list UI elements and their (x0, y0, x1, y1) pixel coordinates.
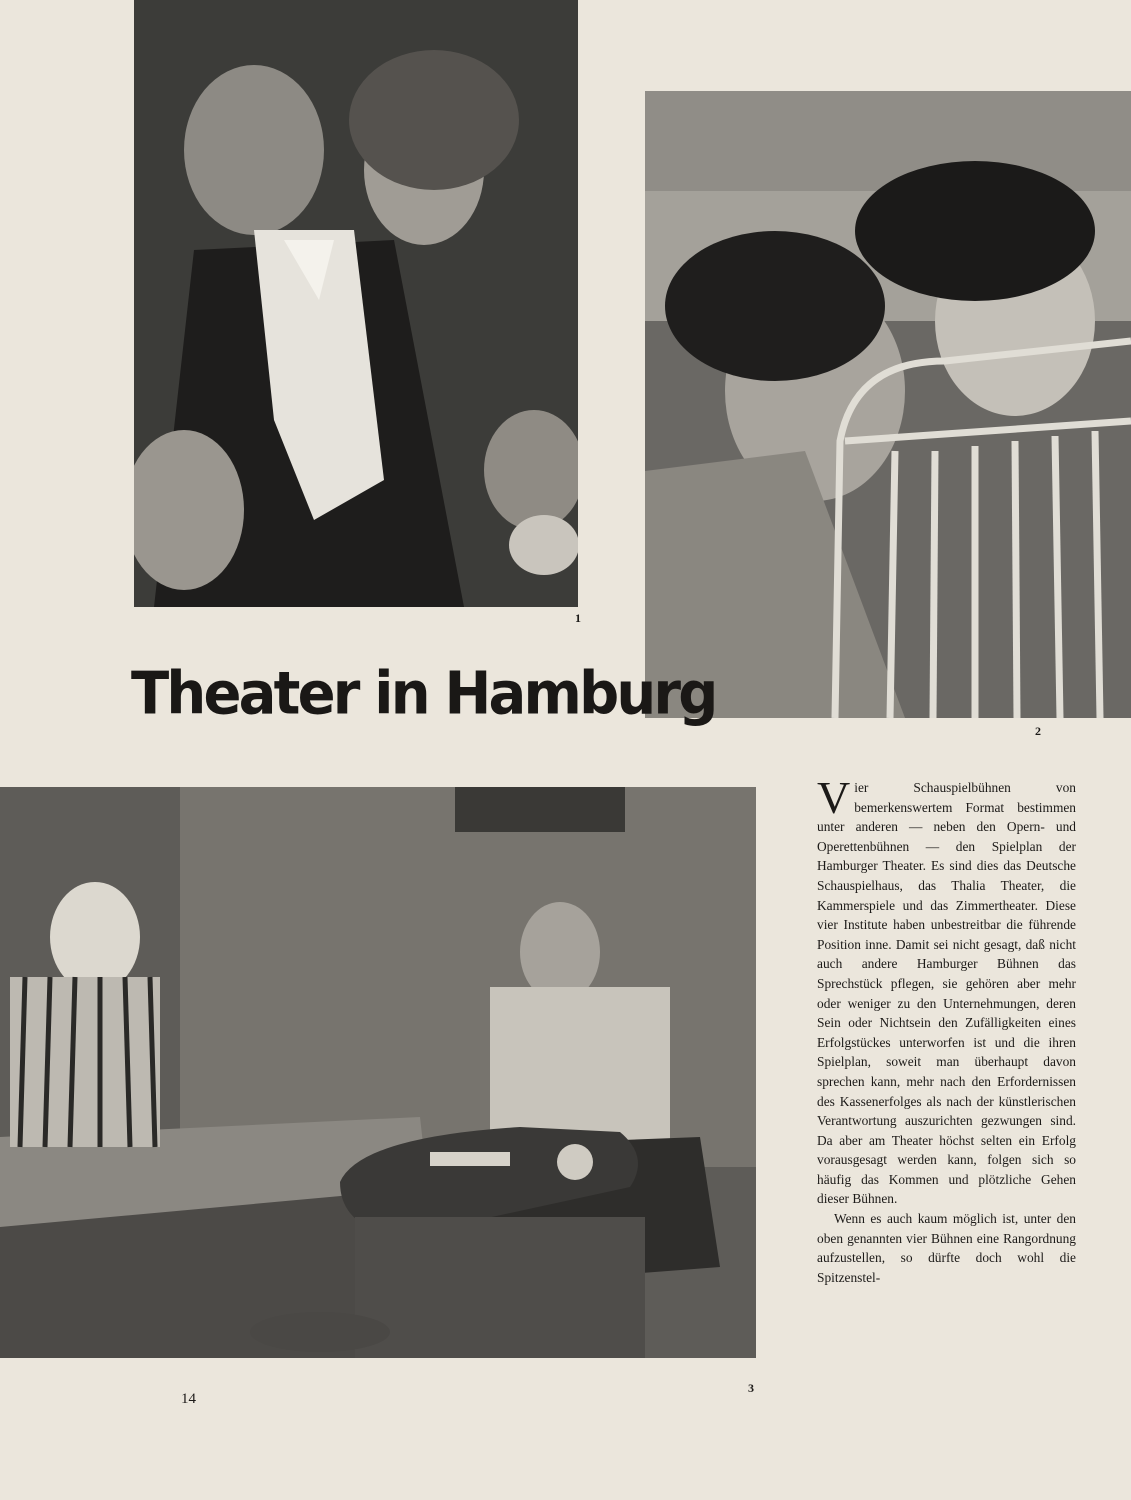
photo-2-number: 2 (1035, 724, 1041, 738)
photo-3-number: 3 (748, 1381, 754, 1395)
page-title: Theater in Hamburg (131, 660, 716, 729)
article-paragraph-2: Wenn es auch kaum möglich ist, unter den oben genannten vier Bühnen eine Rangordnung aufzustellen, so dürfte doch wohl die Spitzenstel- (817, 1211, 1076, 1285)
photo-1-number: 1 (575, 611, 581, 625)
article-paragraph-1 (817, 772, 1076, 1209)
drop-cap: V (817, 772, 851, 823)
photo-3 (0, 787, 756, 1358)
page-number: 14 (181, 1391, 196, 1407)
article-body (817, 772, 1076, 1287)
photo-1 (134, 0, 578, 607)
photo-2 (645, 91, 1131, 718)
paragraph-1-text: ier Schauspielbühnen von bemerkenswertem Format bestimmen unter anderen — neben den Opern- und Operettenbühnen — den Spielplan der Hamburger Theater. Es sind dies das Deutsche Schauspielhaus, das Thalia Theater, die Kammerspiele und das Zimmertheater. Diese vier Institute haben unbestreitbar die führende Position inne. Damit sei nicht gesagt, daß nicht auch andere Hamburger Bühnen das Sprechstück pflegen, sie gehören aber mehr oder weniger zu den Unternehmungen, deren Sein oder Nichtsein den Zufälligkeiten eines Erfolgstückes unterworfen ist und die ihren Spielplan, soweit man überhaupt davon sprechen kann, mehr nach den Erfordernissen des Kassenerfolges als nach der künstlerischen Verantwortung auszurichten gezwungen sind. Da aber am Theater höchst selten ein Erfolg vorausgesagt werden kann, folgen sich so häufig das Kommen und plötzliche Gehen dieser Bühnen. (817, 780, 1076, 1207)
